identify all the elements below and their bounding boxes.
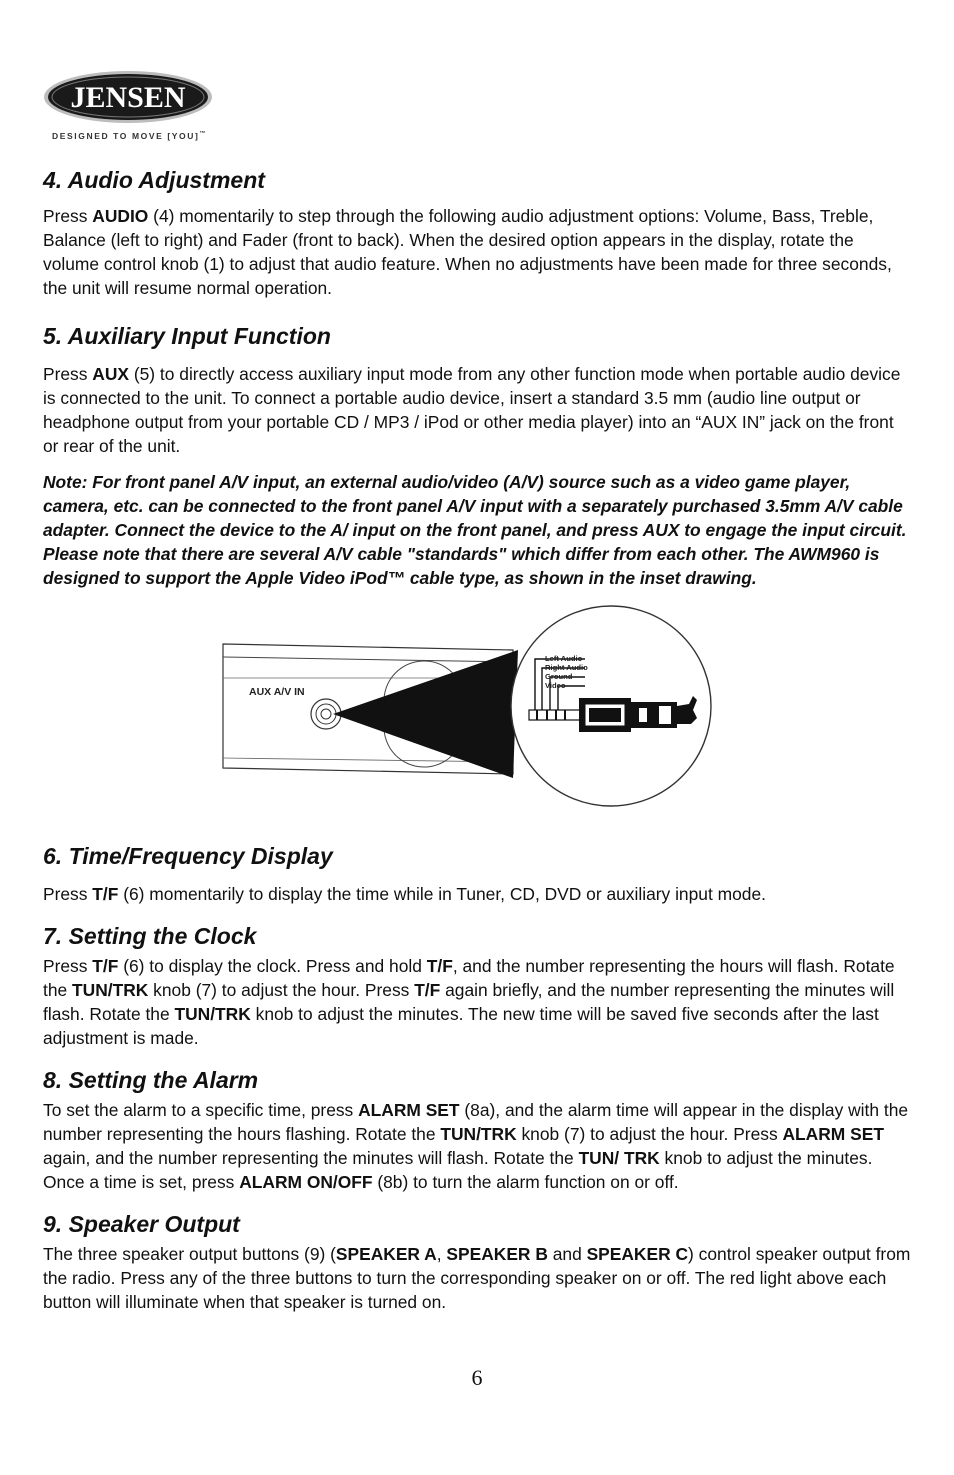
text-run: and	[547, 1244, 587, 1264]
bold-term: AUDIO	[92, 206, 149, 226]
section-setting-alarm	[43, 1066, 911, 1194]
bold-term: TUN/ TRK	[578, 1148, 660, 1168]
logo-text: JENSEN	[70, 81, 186, 114]
section-heading: 6. Time/Frequency Display	[43, 843, 333, 869]
bold-term: TUN/TRK	[72, 980, 149, 1000]
bold-term: SPEAKER B	[446, 1244, 548, 1264]
section-heading: 4. Audio Adjustment	[43, 167, 265, 193]
text-run: The three speaker output buttons (9) (	[43, 1244, 336, 1264]
section-audio-adjustment	[43, 166, 911, 300]
section-heading: 9. Speaker Output	[43, 1211, 240, 1237]
bold-term: ALARM SET	[782, 1124, 884, 1144]
bold-term: ALARM SET	[358, 1100, 460, 1120]
text-run: , and the number representing the hours will flash. Rotate the	[43, 956, 895, 1000]
section-heading: 5. Auxiliary Input Function	[43, 323, 331, 349]
text-run: Press	[43, 884, 93, 904]
section-time-frequency	[43, 842, 911, 906]
section-heading: 7. Setting the Clock	[43, 923, 257, 949]
aux-av-illustration	[213, 602, 733, 834]
bold-term: SPEAKER C	[586, 1244, 689, 1264]
section-paragraph	[43, 1098, 911, 1194]
text-run: Press	[43, 956, 93, 976]
text-run: ) control speaker output from the radio. Press any of the three buttons to turn the corresponding speaker on or off. The red light above each button will illuminate when that speaker is turned on.	[43, 1244, 911, 1312]
bold-term: AUX	[92, 364, 130, 384]
section-paragraph	[43, 362, 911, 458]
text-run: knob to adjust the minutes. The new time will be saved five seconds after the last adjustment is made.	[43, 1004, 879, 1048]
bold-term: ALARM ON/OFF	[239, 1172, 373, 1192]
text-run: (6) momentarily to display the time while in Tuner, CD, DVD or auxiliary input mode.	[118, 884, 766, 904]
bold-term: SPEAKER A	[335, 1244, 437, 1264]
section-paragraph	[43, 954, 911, 1050]
note-paragraph: Note: For front panel A/V input, an external audio/video (A/V) source such as a video game player, camera, etc. can be connected to the front panel A/V input with a separately purchased 3.5mm A/V cable adapter. Connect the device to the A/ input on the front panel, and press AUX to engage the input circuit. Please note that there are several A/V cable "standards" which differ from each other. The AWM960 is designed to support the Apple Video iPod™ cable type, as shown in the inset drawing.	[43, 472, 907, 588]
section-paragraph	[43, 1242, 911, 1314]
wire-label-left-audio: Left Audio	[545, 654, 583, 663]
text-run: knob (7) to adjust the hour. Press	[148, 980, 415, 1000]
text-run: Press	[43, 206, 93, 226]
wire-label-video: Video	[545, 681, 566, 690]
wire-label-ground: Ground	[545, 672, 573, 681]
text-run: knob to adjust the minutes. Once a time is set, press	[43, 1148, 873, 1192]
bold-term: T/F	[414, 980, 441, 1000]
section-heading: 8. Setting the Alarm	[43, 1067, 259, 1093]
text-run: ,	[436, 1244, 447, 1264]
text-run: (4) momentarily to step through the following audio adjustment options: Volume, Bass, Treble, Balance (left to right) and Fader (front to back). When the desired option appears in the display, rotate the volume control knob (1) to adjust that audio feature. When no adjustments have been made for three seconds, the unit will resume normal operation.	[43, 206, 892, 298]
aux-av-diagram	[43, 602, 911, 834]
wire-label-right-audio: Right Audio	[545, 663, 588, 672]
section-speaker-output	[43, 1210, 911, 1314]
brand-tagline: DESIGNED TO MOVE [YOU]™	[52, 131, 208, 141]
page-number: 6	[471, 1365, 483, 1390]
text-run: (5) to directly access auxiliary input mode from any other function mode when portable audio device is connected to the unit. To connect a portable audio device, insert a standard 3.5 mm (audio line output or headphone output from your portable CD / MP3 / iPod or other media player) into an “AUX IN” jack on the front or rear of the unit.	[43, 364, 901, 456]
aux-av-in-label: AUX A/V IN	[249, 686, 305, 698]
text-run: To set the alarm to a specific time, press	[43, 1100, 359, 1120]
text-run: again briefly, and the number representing the minutes will flash. Rotate the	[43, 980, 895, 1024]
bold-term: TUN/TRK	[440, 1124, 517, 1144]
bold-term: T/F	[92, 884, 119, 904]
section-auxiliary-input	[43, 322, 911, 834]
wire-labels	[545, 654, 588, 690]
bold-term: T/F	[92, 956, 119, 976]
text-run: again, and the number representing the minutes will flash. Rotate the	[43, 1148, 579, 1168]
text-run: (6) to display the clock. Press and hold	[118, 956, 427, 976]
page-content	[43, 166, 911, 1326]
text-run: knob (7) to adjust the hour. Press	[516, 1124, 783, 1144]
section-setting-clock	[43, 922, 911, 1050]
text-run: (8b) to turn the alarm function on or off.	[372, 1172, 679, 1192]
bold-term: TUN/TRK	[174, 1004, 251, 1024]
text-run: Press	[43, 364, 93, 384]
section-paragraph	[43, 882, 911, 906]
text-run: (8a), and the alarm time will appear in the display with the number representing the hours flashing. Rotate the	[43, 1100, 909, 1144]
bold-term: T/F	[426, 956, 453, 976]
section-paragraph	[43, 204, 911, 300]
